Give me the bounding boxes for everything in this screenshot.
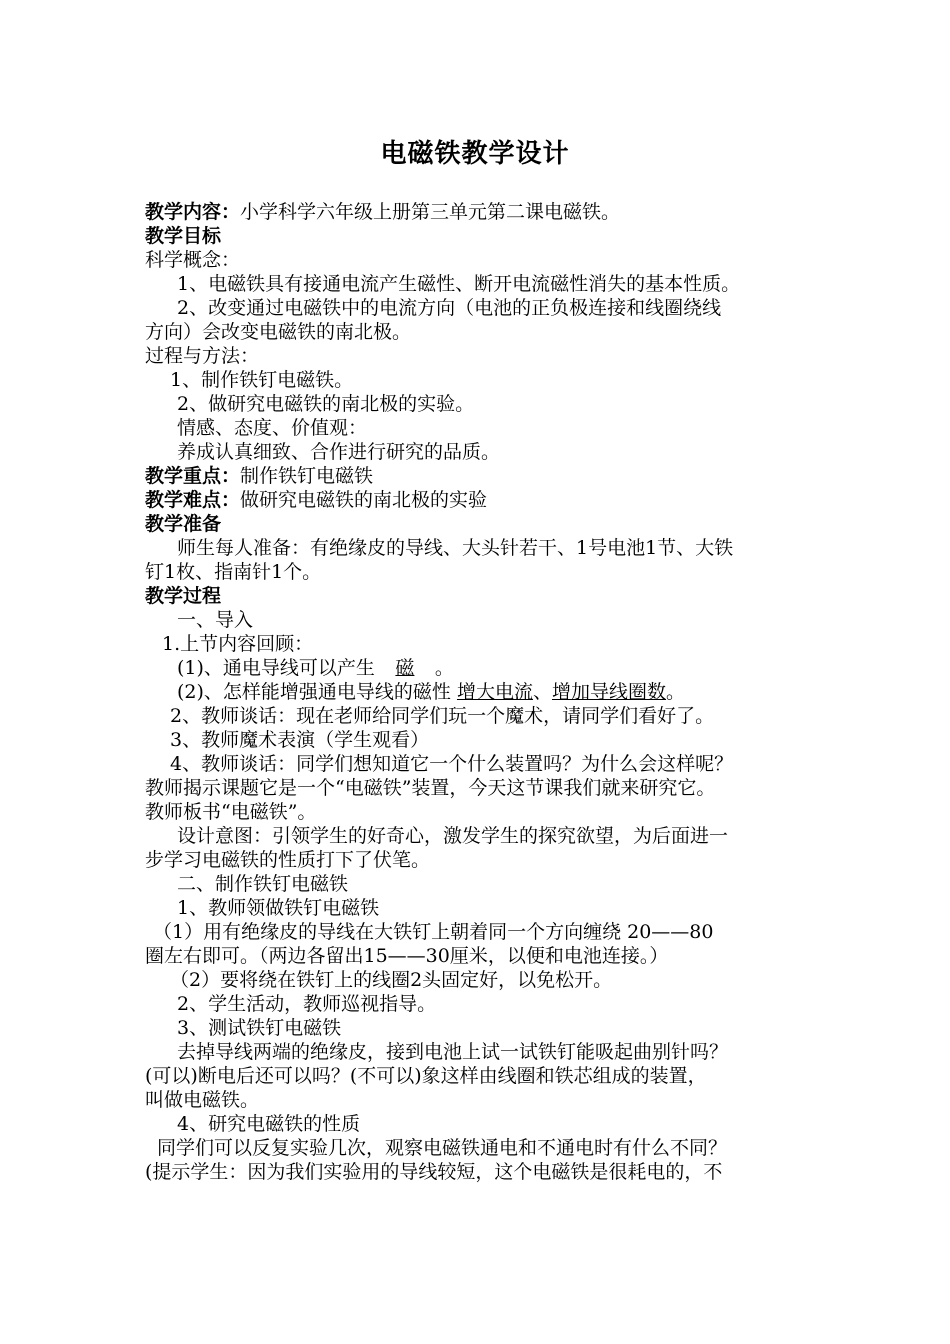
difficult-point-label: 教学难点： (145, 489, 241, 511)
process-method-item-2: 2、做研究电磁铁的南北极的实验。 (177, 393, 475, 415)
question-1-prefix: (1)、通电导线可以产生 (177, 657, 375, 679)
difficult-point-line (145, 488, 825, 512)
question-1 (145, 656, 825, 680)
teacher-talk-4c: 教师板书“电磁铁”。 (145, 801, 317, 823)
section-1-title: 一、导入 (177, 609, 254, 631)
winding-instruction-b: 圈左右即可。（两边各留出15——30厘米，以便和电池连接。） (145, 945, 669, 967)
lead-step-1: 1、教师领做铁钉电磁铁 (177, 897, 380, 919)
page-title: 电磁铁教学设计 (380, 139, 570, 169)
prep-line-2: 钉1枚、指南针1个。 (145, 561, 322, 583)
student-activity-2: 2、学生活动，教师巡视指导。 (177, 993, 437, 1015)
emotion-label: 情感、态度、价值观： (177, 417, 368, 439)
review-line: 1.上节内容回顾： (162, 633, 314, 655)
question-2-prefix: (2)、怎样能增强通电导线的磁性 (177, 681, 457, 703)
concept-item-1: 1、电磁铁具有接通电流产生磁性、断开电流磁性消失的基本性质。 (177, 273, 741, 295)
prep-line-1: 师生每人准备：有绝缘皮的导线、大头针若干、1号电池1节、大铁 (177, 537, 734, 559)
question-2-separator: 、 (532, 681, 552, 703)
concept-item-2a: 2、改变通过电磁铁中的电流方向（电池的正负极连接和线圈绕线 (177, 297, 722, 319)
teaching-content-label: 教学内容： (145, 201, 241, 223)
question-2 (145, 680, 825, 704)
process-method-item-1: 1、制作铁钉电磁铁。 (170, 369, 354, 391)
key-point-label: 教学重点： (145, 465, 241, 487)
design-intent-a: 设计意图：引领学生的好奇心，激发学生的探究欲望，为后面进一 (177, 825, 729, 847)
magic-show-3: 3、教师魔术表演（学生观看） (170, 729, 430, 751)
question-1-answer: 磁 (395, 657, 415, 679)
design-intent-b: 步学习电磁铁的性质打下了伏笔。 (145, 849, 431, 871)
concept-item-2b: 方向）会改变电磁铁的南北极。 (145, 321, 412, 343)
difficult-point-text: 做研究电磁铁的南北极的实验 (240, 489, 488, 511)
test-text-b: (可以)断电后还可以吗？(不可以)象这样由线圈和铁芯组成的装置， (145, 1065, 707, 1087)
emotion-item-1: 养成认真细致、合作进行研究的品质。 (177, 441, 501, 463)
key-point-text: 制作铁钉电磁铁 (240, 465, 374, 487)
teacher-talk-4b: 教师揭示课题它是一个“电磁铁”装置，今天这节课我们就来研究它。 (145, 777, 716, 799)
process-heading: 教学过程 (145, 585, 222, 607)
question-2-suffix: 。 (666, 681, 686, 703)
concept-label: 科学概念： (145, 249, 241, 271)
document-body (145, 200, 825, 1184)
goals-heading: 教学目标 (145, 225, 222, 247)
fix-coil-instruction: （2）要将绕在铁钉上的线圈2头固定好，以免松开。 (170, 969, 613, 991)
study-step-4: 4、研究电磁铁的性质 (177, 1113, 361, 1135)
question-2-answer-2: 增加导线圈数 (552, 681, 667, 703)
teacher-talk-2: 2、教师谈话：现在老师给同学们玩一个魔术，请同学们看好了。 (170, 705, 715, 727)
question-1-suffix: 。 (434, 657, 454, 679)
study-text-a: 同学们可以反复实验几次，观察电磁铁通电和不通电时有什么不同？ (157, 1137, 728, 1159)
test-step-3: 3、测试铁钉电磁铁 (177, 1017, 342, 1039)
key-point-line (145, 464, 825, 488)
test-text-a: 去掉导线两端的绝缘皮，接到电池上试一试铁钉能吸起曲别针吗？ (177, 1041, 729, 1063)
process-method-label: 过程与方法： (145, 345, 260, 367)
teacher-talk-4a: 4、教师谈话：同学们想知道它一个什么装置吗？为什么会这样呢？ (170, 753, 734, 775)
winding-instruction-a: （1）用有绝缘皮的导线在大铁钉上朝着同一个方向缠绕 20——80 (153, 921, 714, 943)
test-text-c: 叫做电磁铁。 (145, 1089, 260, 1111)
study-text-b: (提示学生：因为我们实验用的导线较短，这个电磁铁是很耗电的，不 (145, 1161, 723, 1183)
question-2-answer-1: 增大电流 (456, 681, 533, 703)
section-2-title: 二、制作铁钉电磁铁 (177, 873, 349, 895)
teaching-content-text: 小学科学六年级上册第三单元第二课电磁铁。 (240, 201, 621, 223)
teaching-content-line (145, 200, 825, 224)
prep-heading: 教学准备 (145, 513, 222, 535)
